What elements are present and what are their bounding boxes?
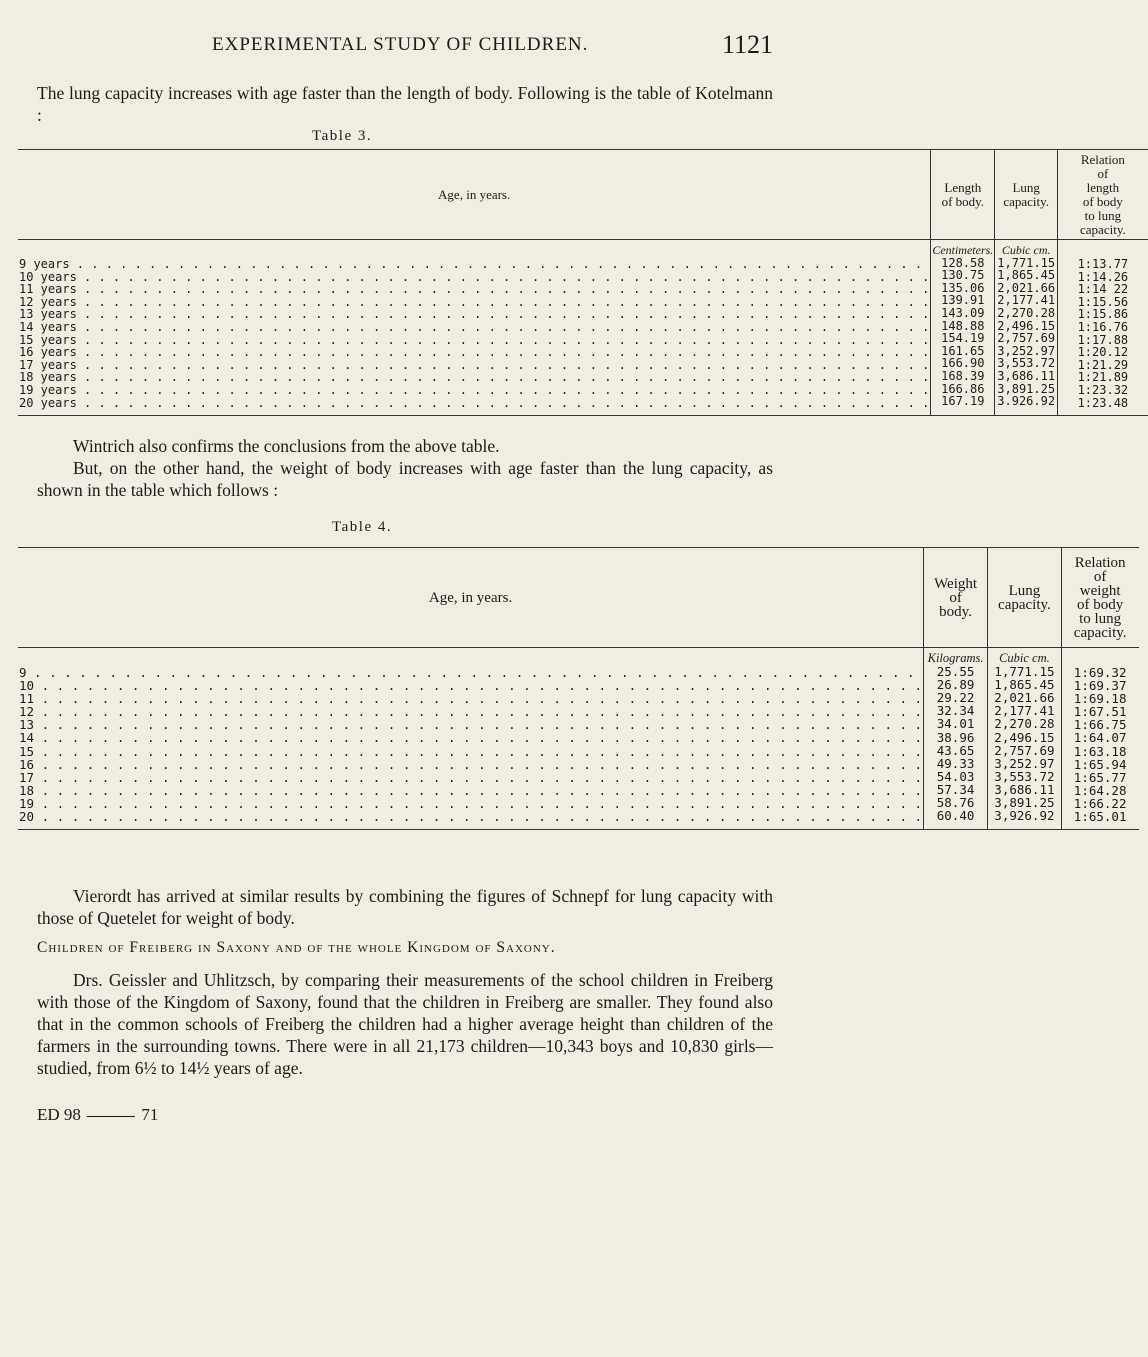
table-3-lung-column — [995, 240, 1058, 416]
table-cell: 49.33 — [936, 755, 975, 771]
table-cell: 3,891.25 — [997, 381, 1056, 396]
table-cell: 1:21.29 — [1077, 357, 1129, 372]
table-cell: 19 years . . . — [19, 384, 929, 397]
table-cell: 2,021.66 — [994, 690, 1055, 706]
table-cell: 1,865.45 — [994, 677, 1055, 693]
table-cell: 143.09 — [941, 305, 985, 320]
table-cell: 1:13.77 — [1077, 257, 1129, 271]
table-4 — [18, 547, 1139, 830]
table-3-header-lung: Lung capacity. — [995, 150, 1058, 240]
table-cell: 154.19 — [941, 331, 985, 346]
table-4-weight-column — [924, 648, 988, 830]
table-cell: 2,270.28 — [994, 716, 1055, 732]
table-cell: 1:66.22 — [1073, 795, 1127, 811]
table-cell: 130.75 — [941, 268, 985, 283]
table-4-header-lung: Lung capacity. — [988, 548, 1062, 648]
table-cell: 168.39 — [941, 368, 985, 383]
table-cell: 25.55 — [936, 664, 975, 680]
table-cell: 3.926.92 — [997, 394, 1056, 409]
table-cell: 57.34 — [936, 781, 975, 797]
table-cell: 1:21.89 — [1077, 370, 1129, 385]
table-cell: 166.90 — [941, 356, 985, 371]
table-cell: 29.22 — [936, 690, 975, 706]
table-4-header-age: Age, in years. — [18, 548, 924, 648]
table-3-relation-column — [1058, 240, 1148, 416]
table-cell: 13 . . . — [19, 718, 922, 731]
table-cell: 58.76 — [936, 795, 975, 811]
table-cell: 1:15.86 — [1077, 307, 1129, 322]
table-cell: 43.65 — [936, 742, 975, 758]
table-cell: 18 years . . . — [19, 371, 929, 384]
table-4-header-relation: Relation of weight of body to lung capacity. — [1061, 548, 1138, 648]
table-cell: 148.88 — [941, 318, 985, 333]
table-cell: 3,553.72 — [997, 356, 1056, 371]
table-cell: 16 . . . — [19, 758, 922, 771]
table-cell: 1:69.37 — [1073, 678, 1127, 694]
table-cell: 1,771.15 — [997, 255, 1056, 270]
table-cell: 38.96 — [936, 729, 975, 745]
table-cell: 167.19 — [941, 394, 985, 409]
unit-label: Centimeters. — [932, 243, 994, 257]
table-cell: 2,757.69 — [994, 742, 1055, 758]
table-cell: 16 years . . . — [19, 346, 929, 359]
table-cell: 1:16.76 — [1077, 319, 1129, 334]
table-cell: 20 . . . — [19, 810, 922, 823]
table-cell: 32.34 — [936, 703, 975, 719]
table-cell: 1:14.26 — [1077, 269, 1129, 284]
table-cell: 1:65.77 — [1073, 769, 1127, 785]
table-cell: 3,252.97 — [994, 755, 1055, 771]
table-3 — [18, 149, 1148, 416]
table-cell: 166.86 — [941, 381, 985, 396]
table-cell: 1:20.12 — [1077, 345, 1129, 360]
wintrich-paragraph: Wintrich also confirms the conclusions from the above table. — [73, 436, 500, 456]
table-cell: 135.06 — [941, 280, 985, 295]
table-cell: 2,270.28 — [997, 305, 1056, 320]
unit-label: Cubic cm. — [1001, 243, 1051, 257]
table-cell: 128.58 — [941, 255, 985, 270]
table-cell: 2,021.66 — [997, 280, 1056, 295]
table-cell: 10 years . . . — [19, 271, 929, 284]
table-cell: 1:17.88 — [1077, 332, 1129, 347]
table-cell: 11 . . . — [19, 692, 922, 705]
table-cell: 139.91 — [941, 293, 985, 308]
table-cell: 3,926.92 — [994, 808, 1055, 824]
footer-rule — [87, 1116, 135, 1117]
table-cell: 19 . . . — [19, 797, 922, 810]
table-cell: 12 . . . — [19, 705, 922, 718]
table-cell: 3,686.11 — [994, 781, 1055, 797]
table-cell: 18 . . . — [19, 784, 922, 797]
page-number: 1121 — [722, 30, 774, 59]
table-cell: 161.65 — [941, 343, 985, 358]
table-cell: 2,496.15 — [994, 729, 1055, 745]
table-cell: 1:63.18 — [1073, 743, 1127, 759]
footer-right: 71 — [141, 1105, 159, 1124]
table-cell: 34.01 — [936, 716, 975, 732]
table-3-age-column — [18, 240, 931, 416]
table-cell: 26.89 — [936, 677, 975, 693]
table-cell: 20 years . . . — [19, 397, 929, 410]
table-cell: 17 . . . — [19, 771, 922, 784]
table-cell: 17 years . . . — [19, 359, 929, 372]
table-cell: 2,177.41 — [994, 703, 1055, 719]
table-cell: 12 years . . . — [19, 296, 929, 309]
table-cell: 13 years . . . — [19, 308, 929, 321]
table-3-caption: Table 3. — [312, 128, 373, 144]
table-cell: 54.03 — [936, 768, 975, 784]
section-heading: Children of Freiberg in Saxony and of the whole Kingdom of Saxony. — [37, 939, 556, 956]
table-cell: 9 years . . . — [19, 258, 929, 271]
table-4-relation-column — [1061, 648, 1138, 830]
intro-paragraph: The lung capacity increases with age faster than the length of body. Following is the table of Kotelmann : — [37, 83, 773, 125]
table-4-lung-column — [988, 648, 1062, 830]
table-cell: 3,553.72 — [994, 768, 1055, 784]
table-cell: 1:15.56 — [1077, 294, 1129, 309]
table-cell: 15 . . . — [19, 745, 922, 758]
table-cell: 14 . . . — [19, 731, 922, 744]
table-4-caption: Table 4. — [332, 519, 393, 535]
table-cell: 1:64.07 — [1073, 730, 1127, 746]
table-cell: 11 years . . . — [19, 283, 929, 296]
table-cell: 2,177.41 — [997, 293, 1056, 308]
table-3-header-relation: Relation of length of body to lung capacity. — [1058, 150, 1148, 240]
final-paragraph: Drs. Geissler and Uhlitzsch, by comparing their measurements of the school children in Freiberg with those of the Kingdom of Saxony, found that the children in Freiberg are smaller. They found also that in the common schools of Freiberg the children had a higher average height than children of the farmers in the surrounding towns. There were in all 21,173 children—10,343 boys and 10,830 girls—studied, from 6½ to 14½ years of age. — [37, 970, 773, 1078]
table-4-age-column — [18, 648, 924, 830]
running-title: EXPERIMENTAL STUDY OF CHILDREN. — [212, 34, 589, 55]
weight-paragraph: But, on the other hand, the weight of body increases with age faster than the lung capacity, as shown in the table which follows : — [37, 458, 773, 500]
table-cell: 60.40 — [936, 808, 975, 824]
table-cell: 3,686.11 — [997, 368, 1056, 383]
footer-signature — [37, 1105, 158, 1125]
table-cell: 1,865.45 — [997, 268, 1056, 283]
vierordt-paragraph: Vierordt has arrived at similar results by combining the figures of Schnepf for lung capacity with those of Quetelet for weight of body. — [37, 886, 773, 928]
table-cell: 1:64.28 — [1073, 782, 1127, 798]
table-cell: 1,771.15 — [994, 664, 1055, 680]
table-cell: 14 years . . . — [19, 321, 929, 334]
table-cell: 1:65.94 — [1073, 756, 1127, 772]
table-cell: 1:67.51 — [1073, 704, 1127, 720]
table-cell: 3,252.97 — [997, 343, 1056, 358]
table-cell: 1:65.01 — [1073, 809, 1127, 825]
table-cell: 1:66.75 — [1073, 717, 1127, 733]
table-3-header-age: Age, in years. — [18, 150, 931, 240]
table-cell: 1:14 22 — [1077, 282, 1129, 297]
table-4-header-weight: Weight of body. — [924, 548, 988, 648]
table-cell: 1:23.48 — [1077, 395, 1129, 410]
unit-label: Cubic cm. — [999, 651, 1050, 665]
table-3-length-column — [931, 240, 995, 416]
table-3-header-length: Length of body. — [931, 150, 995, 240]
table-cell: 2,496.15 — [997, 318, 1056, 333]
unit-label: Kilograms. — [927, 651, 984, 665]
table-cell: 1:23.32 — [1077, 382, 1129, 397]
table-cell: 1:69.32 — [1073, 665, 1127, 680]
table-cell: 1:69.18 — [1073, 691, 1127, 707]
running-head — [0, 30, 800, 60]
table-cell: 15 years . . . — [19, 334, 929, 347]
table-cell: 2,757.69 — [997, 331, 1056, 346]
footer-left: ED 98 — [37, 1105, 81, 1124]
table-cell: 9 . . . — [19, 666, 922, 679]
table-cell: 3,891.25 — [994, 795, 1055, 811]
table-cell: 10 . . . — [19, 679, 922, 692]
